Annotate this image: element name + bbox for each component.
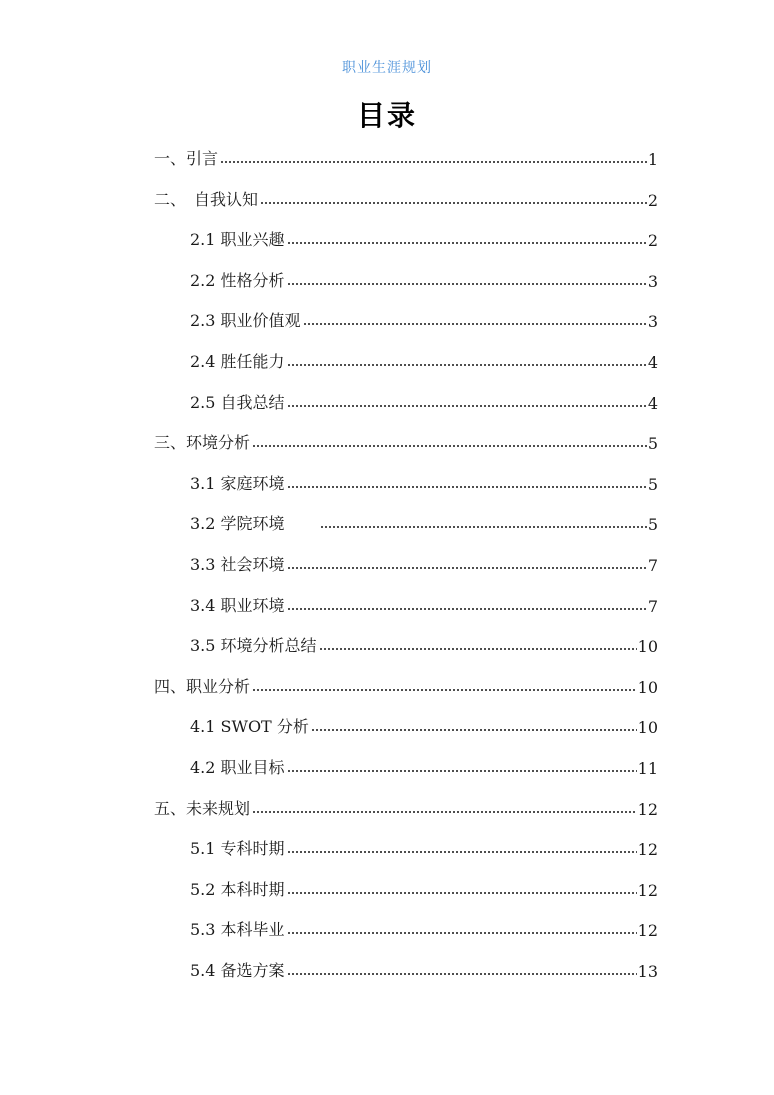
toc-entry-label: 3.5 环境分析总结 [190,636,317,656]
toc-entry[interactable] [154,184,658,210]
toc-entry[interactable] [190,549,658,575]
toc-entry-page: 4 [647,393,658,413]
toc-entry-page: 12 [637,840,658,860]
toc-entry[interactable] [154,671,658,697]
toc-entry-page: 3 [647,271,658,291]
toc-entry[interactable] [190,833,658,859]
toc-leader-dots [287,972,637,976]
toc-entry[interactable] [154,427,658,453]
toc-entry-label: 3.2 学院环境 [190,514,285,534]
toc-leader-dots [287,850,637,854]
toc-entry-label: 3.4 职业环境 [190,595,285,615]
toc-entry-page: 12 [637,880,658,900]
toc-entry-page: 12 [637,921,658,941]
toc-leader-dots [260,201,647,205]
toc-entry-page: 4 [647,353,658,372]
toc-entry-label: 2.1 职业兴趣 [190,230,285,250]
toc-entry-page: 10 [637,718,658,738]
toc-entry-label: 二、 自我认知 [154,189,259,209]
page-header: 职业生涯规划 [342,60,432,76]
toc-entry-page: 12 [637,799,658,819]
toc-entry-label: 3.1 家庭环境 [190,473,285,493]
toc-entry[interactable] [190,711,658,737]
toc-entry-label: 一、引言 [154,149,219,168]
toc-entry[interactable] [190,468,658,494]
toc-entry-page: 7 [647,596,658,616]
toc-entry-label: 四、职业分析 [154,676,251,696]
toc-entry-page: 3 [647,312,658,332]
toc-entry-label: 5.4 备选方案 [190,961,285,980]
toc-entry-page: 5 [647,474,658,494]
toc-leader-dots [287,769,637,773]
toc-entry-page: 5 [647,515,658,535]
toc-entry-page: 13 [637,962,658,981]
toc-entry-page: 11 [637,759,658,778]
toc-entry[interactable] [190,752,658,778]
toc-entry[interactable] [190,305,658,331]
toc-entry-page: 5 [647,434,658,454]
toc-entry[interactable] [190,387,658,413]
toc-entry-label: 4.2 职业目标 [190,758,285,777]
toc-entry[interactable] [190,955,658,981]
toc-entry-label: 5.2 本科时期 [190,879,285,899]
toc-leader-dots [319,647,637,651]
toc-leader-dots [287,241,647,245]
toc-entry[interactable] [190,874,658,900]
toc-entry[interactable] [154,143,658,169]
toc-entry-page: 10 [637,637,658,657]
toc-entry-label: 2.3 职业价值观 [190,311,301,331]
toc-leader-dots [287,404,647,408]
toc-entry[interactable] [190,508,658,534]
toc-leader-dots [287,931,637,935]
toc-entry-label: 五、未来规划 [154,798,251,818]
toc-entry[interactable] [190,590,658,616]
toc-entry-label: 三、环境分析 [154,433,251,453]
toc-entry[interactable] [190,224,658,250]
toc-entry-page: 2 [647,190,658,210]
toc-leader-dots [287,566,647,570]
toc-leader-dots [303,322,647,326]
toc-leader-dots [220,160,647,164]
toc-entry-page: 1 [647,150,658,169]
toc-entry-label: 4.1 SWOT 分析 [190,717,309,737]
toc-entry-label: 5.3 本科毕业 [190,920,285,940]
toc-entry-label: 2.4 胜任能力 [190,352,285,371]
toc-leader-dots [252,444,647,448]
toc-leader-dots [320,525,647,529]
toc-entry-page: 2 [647,231,658,251]
toc-entry[interactable] [190,630,658,656]
toc-leader-dots [287,891,637,895]
toc-entry-page: 10 [637,677,658,697]
toc-entry-label: 3.3 社会环境 [190,555,285,574]
toc-leader-dots [311,728,637,732]
toc-entry-label: 5.1 专科时期 [190,839,285,859]
toc-leader-dots [252,810,637,814]
toc-leader-dots [287,363,647,367]
toc-leader-dots [287,607,647,611]
toc-leader-dots [287,485,647,489]
toc-leader-dots [287,282,647,286]
toc-entry-page: 7 [647,556,658,575]
toc-entry[interactable] [154,793,658,819]
toc-entry-label: 2.2 性格分析 [190,270,285,290]
toc-entry-label: 2.5 自我总结 [190,392,285,412]
toc-entry[interactable] [190,914,658,940]
page-title: 目录 [356,99,417,132]
toc-entry[interactable] [190,346,658,372]
toc-entry[interactable] [190,265,658,291]
toc-leader-dots [252,688,637,692]
